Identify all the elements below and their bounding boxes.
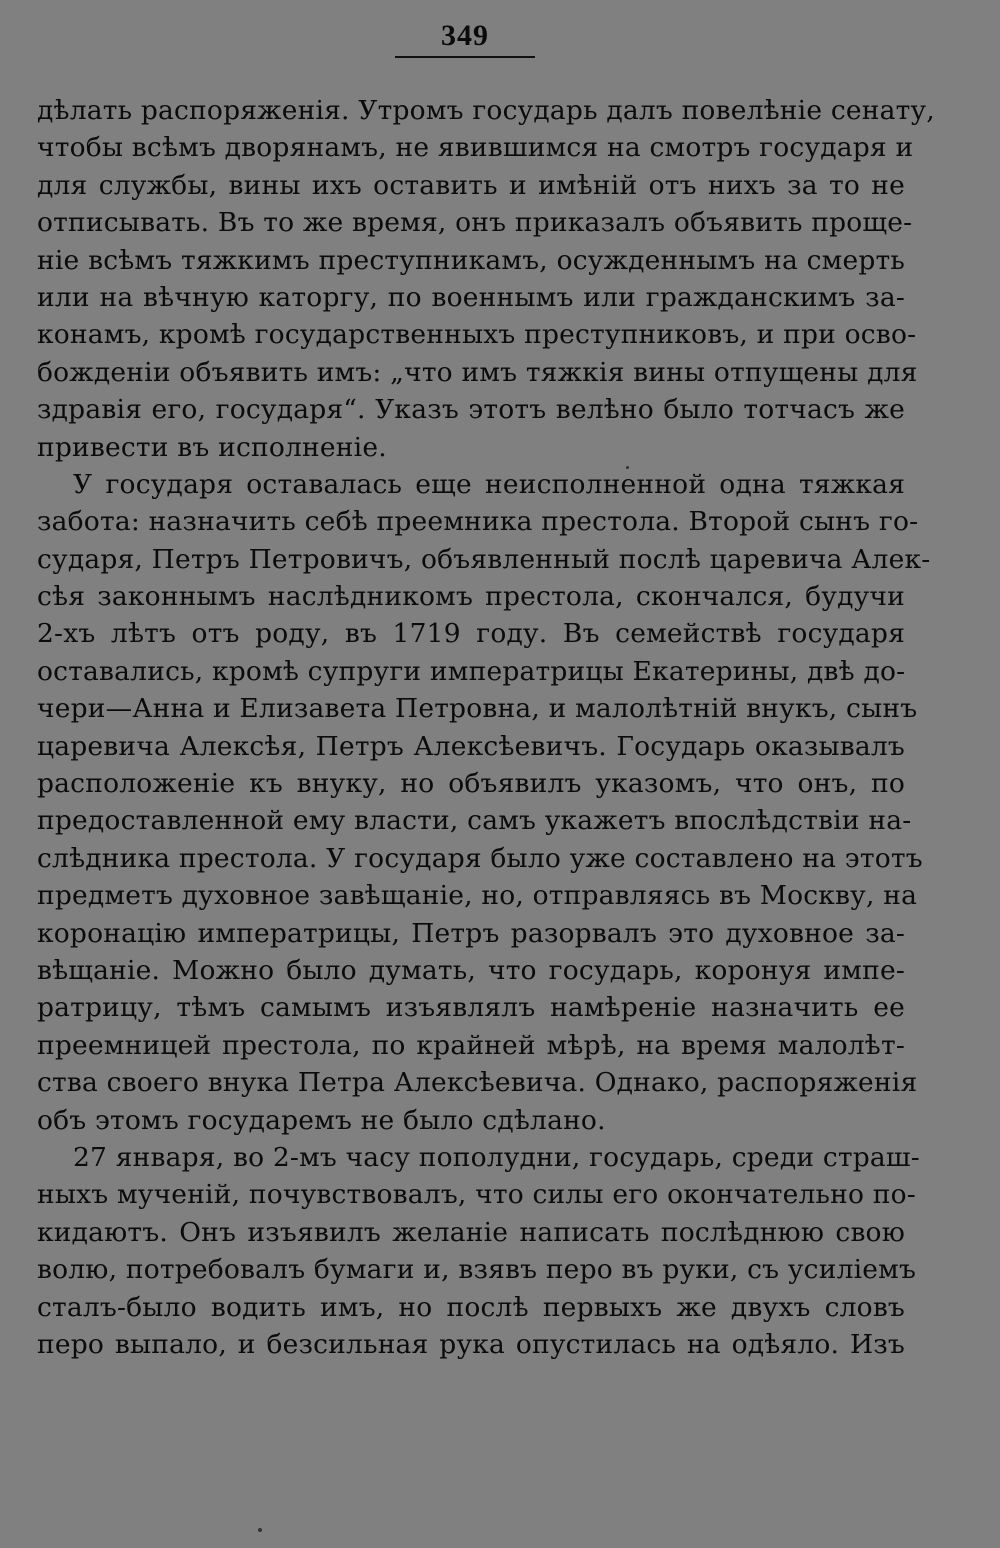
text-line: вѣщаніе. Можно было думать, что государь, коронуя импе- <box>37 954 905 986</box>
text-line: ныхъ мученій, почувствовалъ, что силы его окончательно по- <box>37 1179 916 1211</box>
text-line: отписывать. Въ то же время, онъ приказалъ объявить проще- <box>37 207 913 239</box>
text-line: привести въ исполненіе. <box>37 431 387 463</box>
text-line: или на вѣчную каторгу, по военнымъ или гражданскимъ за- <box>37 281 905 313</box>
text-line: здравія его, государя“. Указъ этотъ велѣно было тотчасъ же <box>37 394 905 426</box>
text-line: расположеніе къ внуку, но объявилъ указомъ, что онъ, по <box>37 768 905 800</box>
header-rule <box>395 56 535 58</box>
text-line: 27 января, во 2-мъ часу пополудни, государь, среди страш- <box>73 1141 920 1173</box>
text-line: слѣдника престола. У государя было уже составлено на этотъ <box>37 842 923 874</box>
text-line: дѣлать распоряженія. Утромъ государь далъ повелѣніе сенату, <box>37 95 935 126</box>
text-line: для службы, вины ихъ оставить и имѣній отъ нихъ за то не <box>37 169 905 201</box>
text-line: конамъ, кромѣ государственныхъ преступниковъ, и при осво- <box>37 319 917 351</box>
page-header <box>395 18 535 58</box>
text-line: божденіи объявить имъ: „что имъ тяжкія вины отпущены для <box>37 356 918 388</box>
text-line: объ этомъ государемъ не было сдѣлано. <box>37 1104 606 1136</box>
text-line: 2-хъ лѣтъ отъ роду, въ 1719 году. Въ семействѣ государя <box>37 618 905 650</box>
text-line: сталъ-было водить имъ, но послѣ первыхъ же двухъ словъ <box>37 1291 905 1323</box>
print-speck <box>626 466 629 469</box>
text-line: чери—Анна и Елизавета Петровна, и малолѣтній внукъ, сынъ <box>37 693 918 725</box>
text-line: царевича Алексѣя, Петръ Алексѣевичъ. Государь оказывалъ <box>37 730 905 762</box>
text-line: ратрицу, тѣмъ самымъ изъявлялъ намѣреніе назначить ее <box>37 992 905 1024</box>
page-number: 349 <box>441 19 489 52</box>
text-line: оставались, кромѣ супруги императрицы Екатерины, двѣ до- <box>37 655 906 687</box>
text-line: ніе всѣмъ тяжкимъ преступникамъ, осужденнымъ на смерть <box>37 244 905 276</box>
body-text <box>37 92 935 1363</box>
text-line: забота: назначить себѣ преемника престола. Второй сынъ го- <box>37 506 919 538</box>
text-line: чтобы всѣмъ дворянамъ, не явившимся на смотръ государя и <box>37 132 914 164</box>
text-line: сударя, Петръ Петровичъ, объявленный послѣ царевича Алек- <box>37 543 931 575</box>
paragraph <box>37 466 931 1139</box>
text-line: волю, потребовалъ бумаги и, взявъ перо въ руки, съ усиліемъ <box>37 1254 917 1286</box>
text-line: коронацію императрицы, Петръ разорвалъ это духовное за- <box>37 917 905 949</box>
text-line: У государя оставалась еще неисполненной одна тяжкая <box>73 468 905 500</box>
text-line: ства своего внука Петра Алексѣевича. Однако, распоряженія <box>37 1067 918 1099</box>
paragraph <box>37 1139 920 1363</box>
paragraph <box>37 92 935 466</box>
text-line: преемницей престола, по крайней мѣрѣ, на время малолѣт- <box>37 1029 905 1061</box>
text-line: перо выпало, и безсильная рука опустилась на одѣяло. Изъ <box>37 1328 905 1360</box>
text-line: предметъ духовное завѣщаніе, но, отправляясь въ Москву, на <box>37 880 918 912</box>
text-line: кидаютъ. Онъ изъявилъ желаніе написать послѣднюю свою <box>37 1216 905 1248</box>
text-line: сѣя законнымъ наслѣдникомъ престола, скончался, будучи <box>37 581 905 613</box>
print-speck <box>258 1528 262 1532</box>
text-line: предоставленной ему власти, самъ укажетъ впослѣдствіи на- <box>37 805 912 837</box>
